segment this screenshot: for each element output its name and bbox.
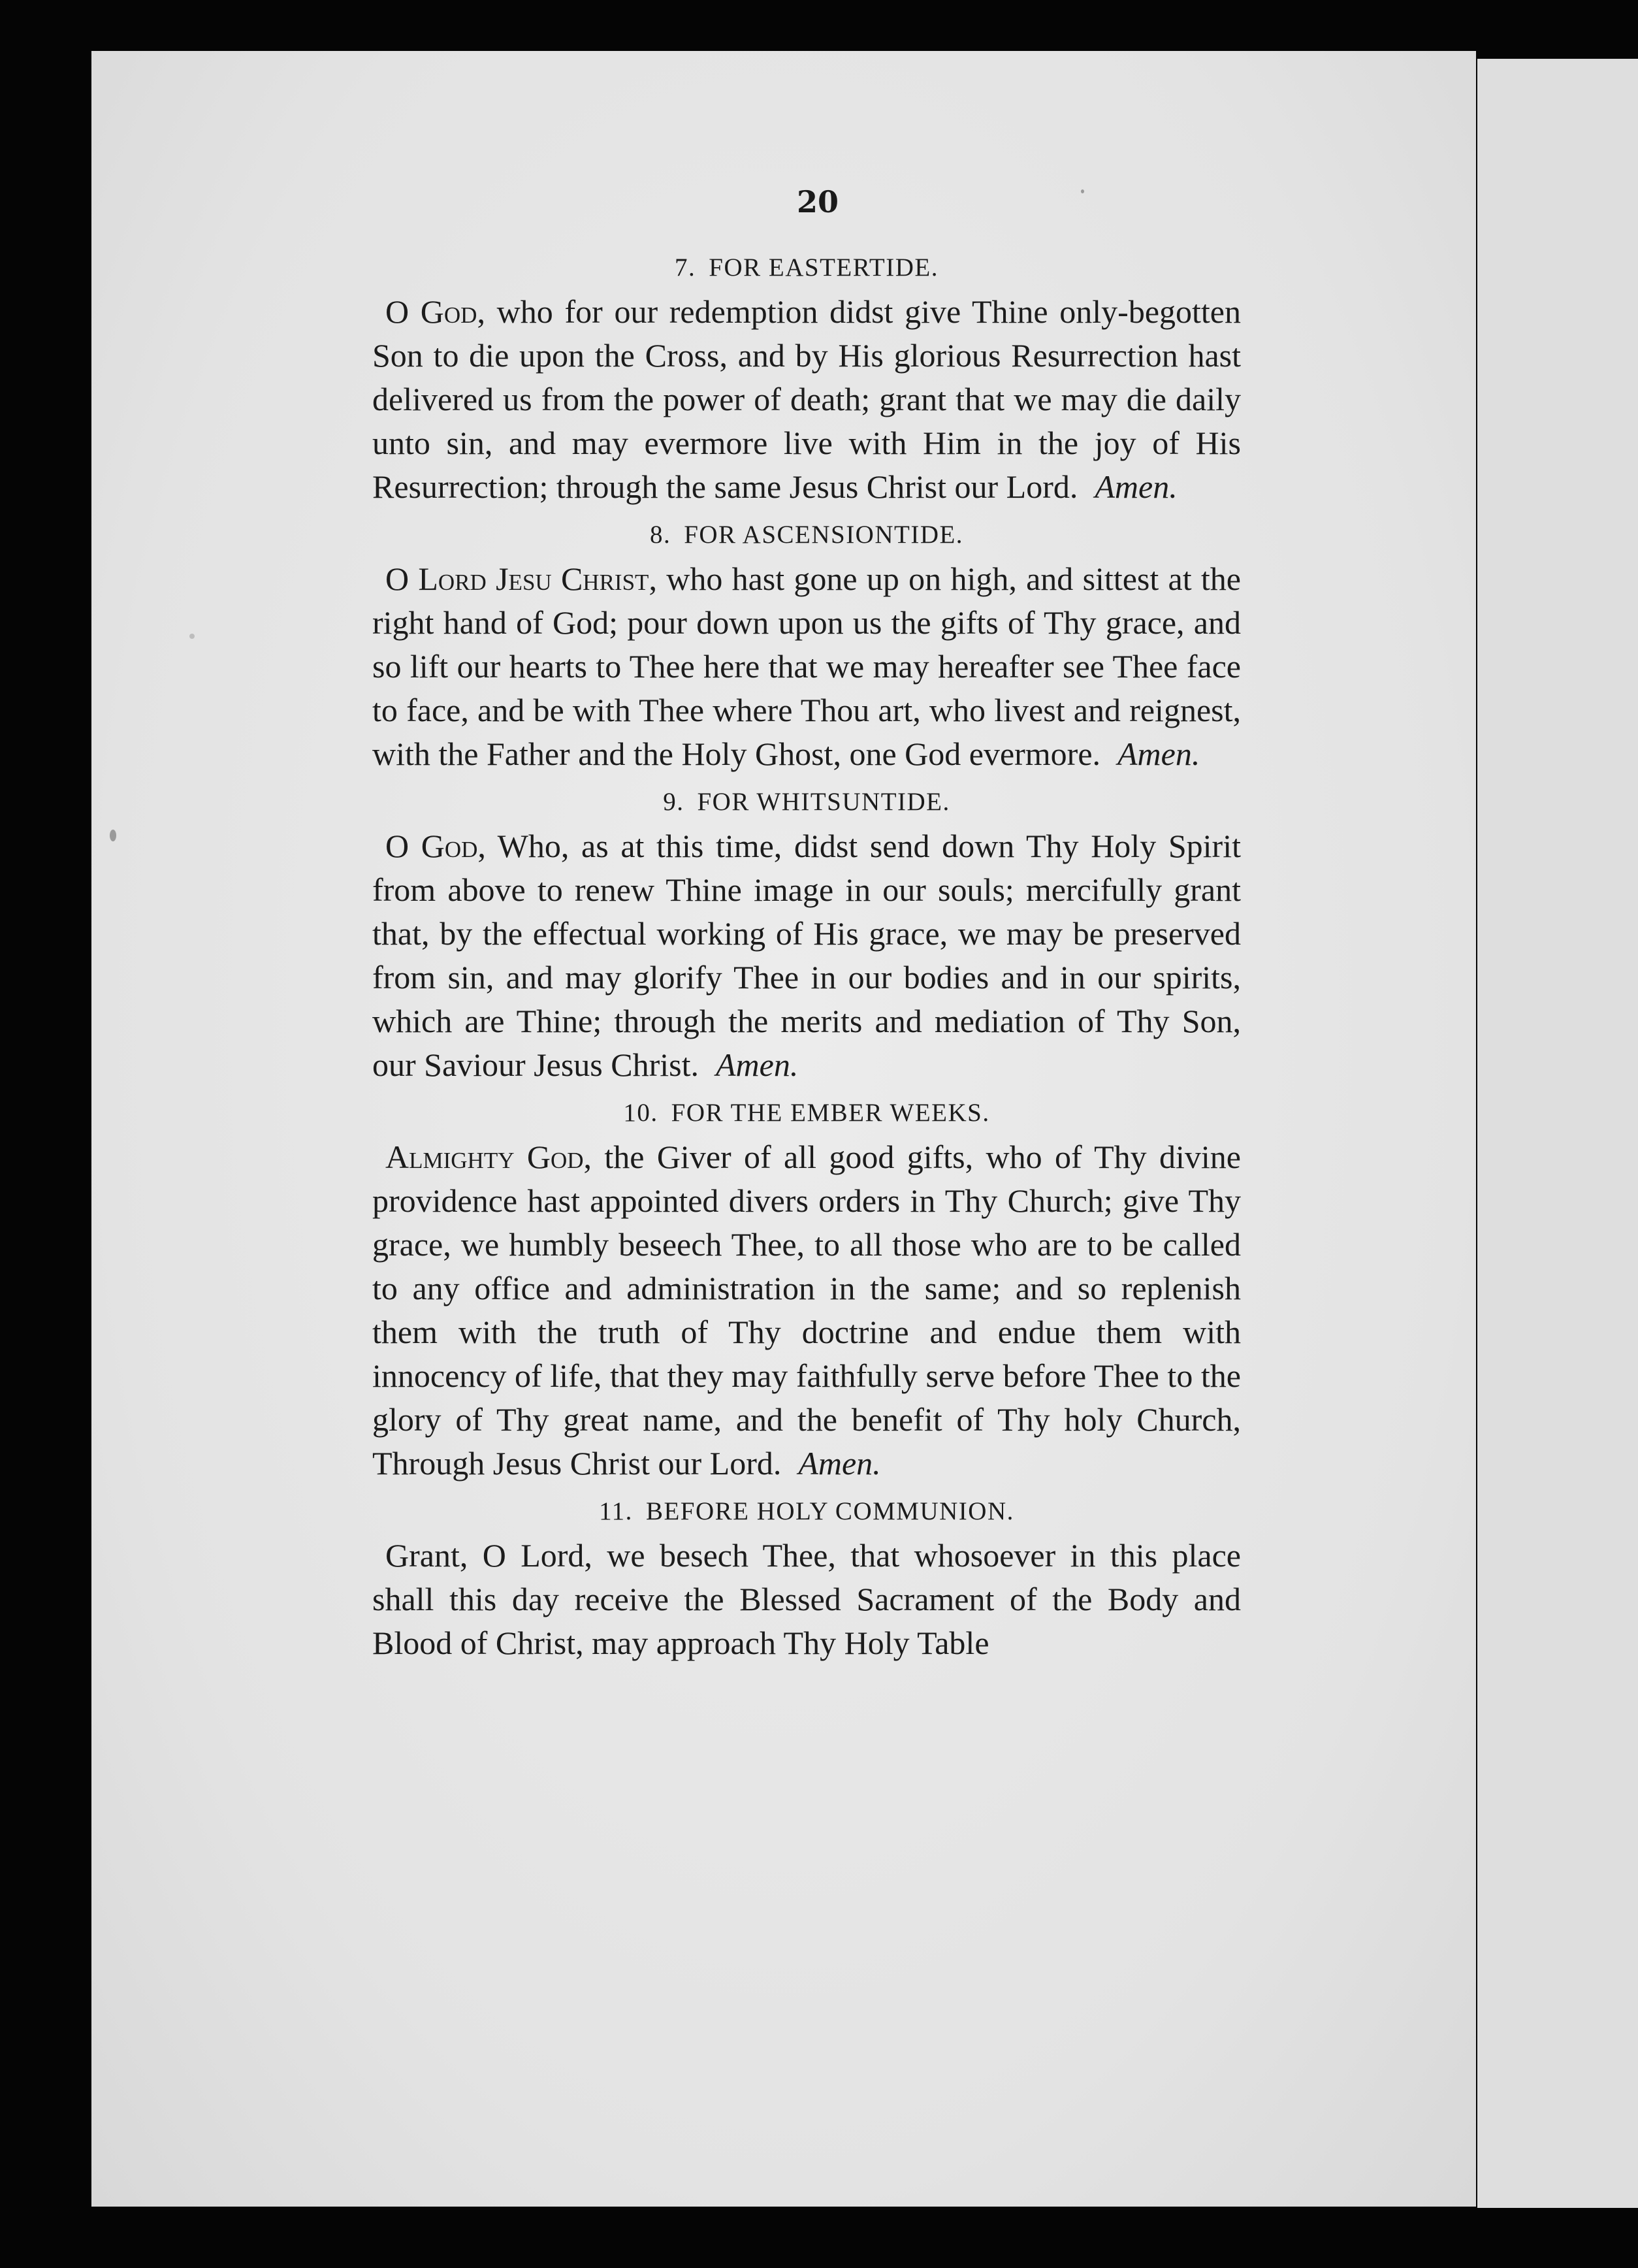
section-number: 7. [675, 253, 696, 282]
amen: Amen. [716, 1046, 799, 1083]
prayer-paragraph [372, 290, 1241, 509]
scan-speck [110, 830, 116, 841]
prayer-body: , the Giver of all good gifts, who of Thy divine providence hast appointed divers orders in Thy Church; give Thy grace, we humbly beseech Thee, to all those who are to be called to any office and administration in the same; and so replenish them with the truth of Thy doctrine and endue them with innocency of life, that they may faithfully serve before Thee to the glory of Thy great name, and the benefit of Thy holy Church, Through Jesus Christ our Lord. [372, 1139, 1241, 1482]
prayer-paragraph [372, 1135, 1241, 1485]
section-title: BEFORE HOLY COMMUNION. [645, 1497, 1014, 1525]
amen: Amen. [798, 1445, 881, 1482]
page-number: 20 [797, 184, 839, 219]
section-heading [372, 1489, 1241, 1534]
section-number: 9. [663, 788, 684, 816]
prayer-body: , Who, as at this time, didst send down Thy Holy Spirit from above to renew Thine image in our souls; mercifully grant that, by the effectual working of His grace, we may be preserved from sin, and may glorify Thee in our bodies and in our spirits, which are Thine; through the merits and mediation of Thy Son, our Saviour Jesus Christ. [372, 828, 1241, 1083]
section-heading [372, 780, 1241, 824]
scan-speck [189, 634, 195, 639]
section-number: 8. [649, 521, 671, 549]
prayer-paragraph [372, 557, 1241, 776]
prayer-paragraph [372, 1534, 1241, 1665]
prayer-opening: Almighty God [385, 1139, 584, 1175]
amen: Amen. [1117, 736, 1200, 772]
section-number: 10. [623, 1099, 658, 1127]
section-title: FOR THE EMBER WEEKS. [671, 1099, 990, 1127]
prayer-opening: O God [385, 828, 478, 864]
prayer-body: , who hast gone up on high, and sittest at the right hand of God; pour down upon us the gifts of Thy grace, and so lift our hearts to Thee here that we may hereafter see Thee face to face, and be with Thee where Thou art, who livest and reignest, with the Father and the Holy Ghost, one God evermore. [372, 560, 1241, 772]
prayer-text [372, 242, 1241, 1669]
section-title: FOR ASCENSIONTIDE. [684, 521, 964, 549]
prayer-opening: O Lord Jesu Christ [385, 560, 649, 597]
section-heading [372, 513, 1241, 557]
amen: Amen. [1095, 468, 1178, 505]
section-heading [372, 246, 1241, 290]
section-title: FOR EASTERTIDE. [709, 253, 939, 282]
section-heading [372, 1091, 1241, 1135]
prayer-opening: O God [385, 293, 477, 330]
facing-page-edge [1477, 59, 1638, 2208]
prayer-paragraph [372, 824, 1241, 1087]
section-title: FOR WHITSUNTIDE. [697, 788, 950, 816]
prayer-body: Grant, O Lord, we besech Thee, that whosoever in this place shall this day receive the Blessed Sacrament of the Body and Blood of Christ, may approach Thy Holy Table [372, 1537, 1241, 1661]
section-number: 11. [599, 1497, 633, 1525]
scan-speck [1081, 189, 1084, 193]
prayer-body: , who for our redemption didst give Thine only-begotten Son to die upon the Cross, and by His glorious Resurrection hast delivered us from the power of death; grant that we may die daily unto sin, and may evermore live with Him in the joy of His Resurrection; through the same Jesus Christ our Lord. [372, 293, 1241, 505]
